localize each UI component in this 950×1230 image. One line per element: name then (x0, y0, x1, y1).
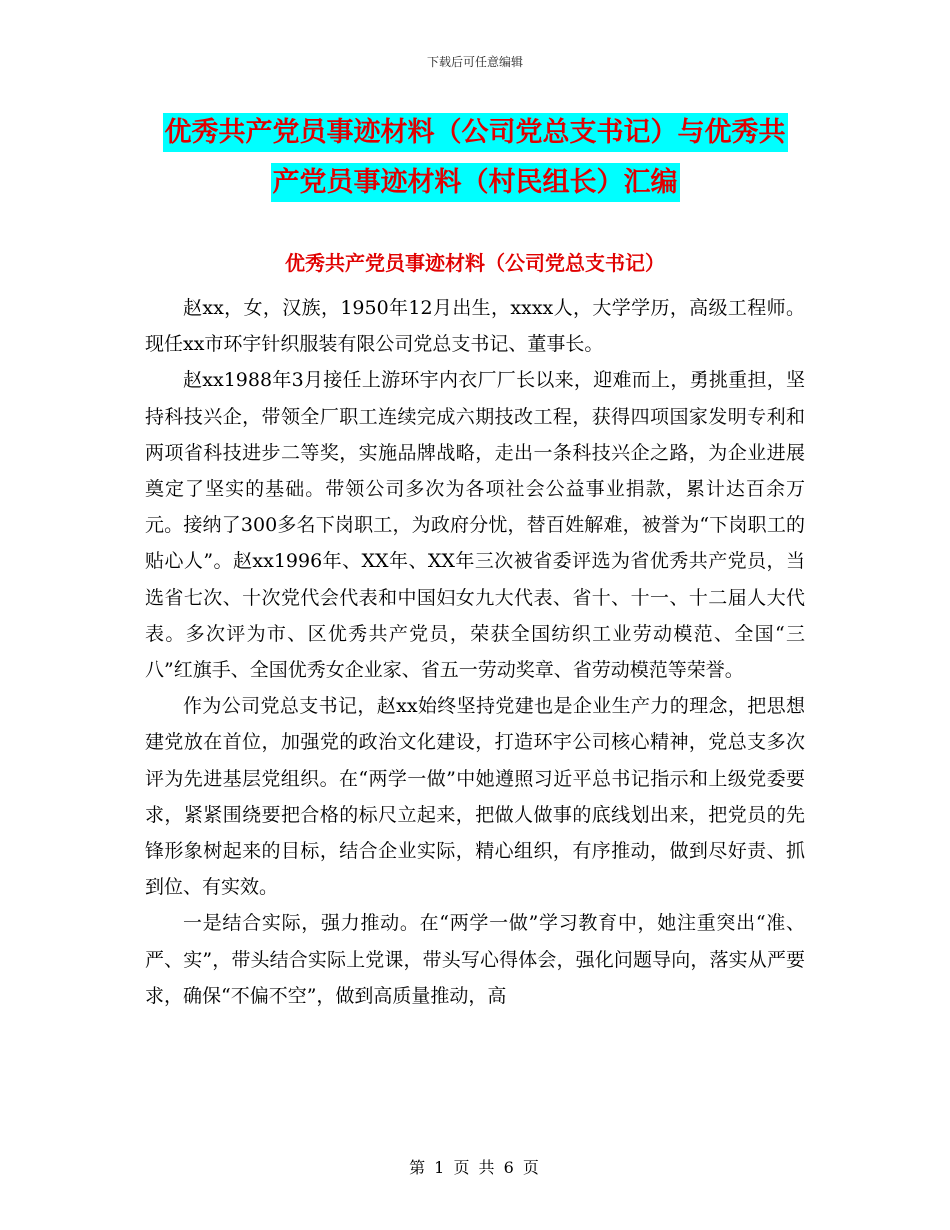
page-footer: 第 1 页 共 6 页 (409, 1158, 541, 1177)
section-title: 优秀共产党员事迹材料（公司党总支书记） (285, 251, 665, 275)
paragraph-4: 一是结合实际，强力推动。在“两学一做”学习教育中，她注重突出“准、严、实”，带头结合实际上党课，带头写心得体会，强化问题导向，落实从严要求，确保“不偏不空”，做到高质量推动，高 (145, 912, 805, 1007)
paragraph-2: 赵xx1988年3月接任上游环宇内衣厂厂长以来，迎难而上，勇挑重担，坚持科技兴企，带领全厂职工连续完成六期技改工程，获得四项国家发明专利和两项省科技进步二等奖，实施品牌战略，走出一条科技兴企之路，为企业进展奠定了坚实的基础。带领公司多次为各项社会公益事业捐款，累计达百余万元。接纳了300多名下岗职工，为政府分忧，替百姓解难，被誉为“下岗职工的贴心人”。赵xx1996年、XX年、XX年三次被省委评选为省优秀共产党员，当选省七次、十次党代会代表和中国妇女九大代表、省十、十一、十二届人大代表。多次评为市、区优秀共产党员，荣获全国纺织工业劳动模范、全国“三八”红旗手、全国优秀女企业家、省五一劳动奖章、省劳动模范等荣誉。 (145, 369, 805, 682)
title-line-2: 产党员事迹材料（村民组长）汇编 (271, 163, 680, 202)
paragraph-3: 作为公司党总支书记，赵xx始终坚持党建也是企业生产力的理念，把思想建党放在首位，加强党的政治文化建设，打造环宇公司核心精神，党总支多次评为先进基层党组织。在“两学一做”中她遵照习近平总书记指示和上级党委要求，紧紧围绕要把合格的标尺立起来，把做人做事的底线划出来，把党员的先锋形象树起来的目标，结合企业实际，精心组织，有序推动，做到尽好责、抓到位、有实效。 (145, 695, 805, 899)
document-title (150, 108, 800, 208)
page-header: 下载后可任意编辑 (426, 55, 523, 69)
document-body (145, 290, 805, 1014)
paragraph-1: 赵xx，女，汉族，1950年12月出生，xxxx人，大学学历，高级工程师。现任xx市环宇针织服装有限公司党总支书记、董事长。 (145, 297, 805, 356)
title-line-1: 优秀共产党员事迹材料（公司党总支书记）与优秀共 (163, 113, 788, 152)
